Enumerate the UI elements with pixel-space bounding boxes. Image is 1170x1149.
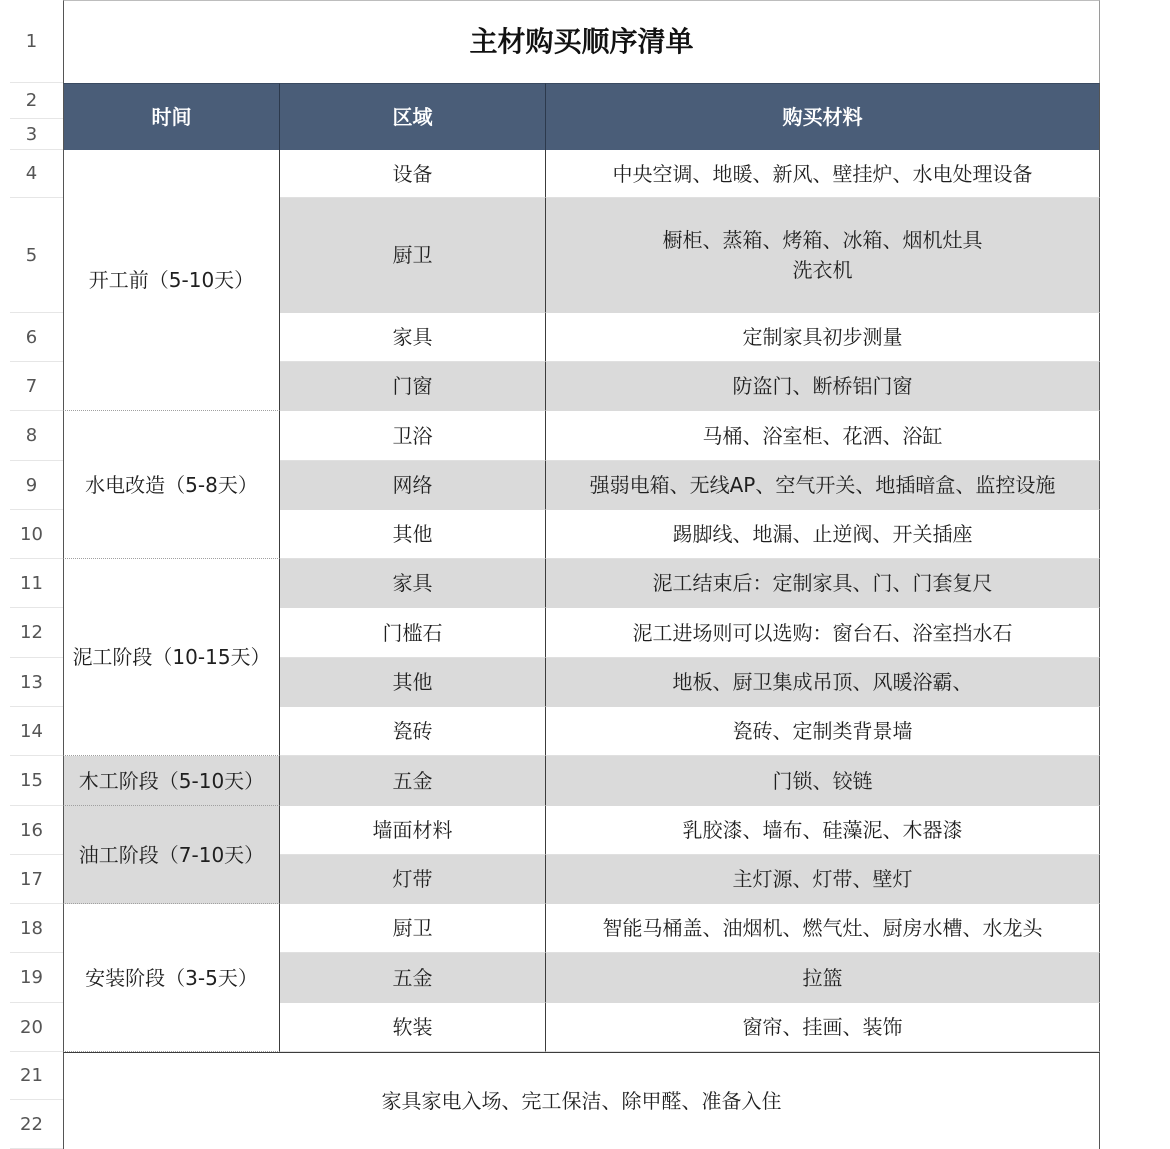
row-number[interactable]: 8 [0, 411, 63, 461]
zone-cell[interactable]: 网络 [280, 461, 546, 510]
row-number[interactable]: 21 [0, 1052, 63, 1100]
phase-cell[interactable]: 木工阶段（5-10天） [63, 756, 280, 806]
row-number[interactable]: 16 [0, 806, 63, 855]
materials-cell[interactable]: 乳胶漆、墙布、硅藻泥、木器漆 [546, 806, 1100, 855]
row-number[interactable]: 7 [0, 362, 63, 411]
materials-cell[interactable]: 泥工结束后：定制家具、门、门套复尺 [546, 559, 1100, 608]
materials-cell[interactable]: 防盗门、断桥铝门窗 [546, 362, 1100, 411]
phase-cell[interactable]: 油工阶段（7-10天） [63, 806, 280, 904]
zone-cell[interactable]: 五金 [280, 953, 546, 1003]
header-time[interactable]: 时间 [63, 83, 280, 150]
zone-cell[interactable]: 卫浴 [280, 411, 546, 461]
materials-cell[interactable]: 泥工进场则可以选购：窗台石、浴室挡水石 [546, 608, 1100, 658]
phase-cell[interactable]: 泥工阶段（10-15天） [63, 559, 280, 756]
row-number[interactable]: 18 [0, 904, 63, 953]
zone-cell[interactable]: 门窗 [280, 362, 546, 411]
row-number[interactable]: 15 [0, 756, 63, 806]
zone-cell[interactable]: 厨卫 [280, 904, 546, 953]
materials-cell[interactable]: 门锁、铰链 [546, 756, 1100, 806]
row-number[interactable]: 6 [0, 313, 63, 362]
row-number[interactable]: 5 [0, 198, 63, 313]
phase-cell[interactable]: 水电改造（5-8天） [63, 411, 280, 559]
row-number[interactable]: 14 [0, 707, 63, 756]
row-number[interactable]: 13 [0, 658, 63, 707]
phase-cell[interactable]: 安装阶段（3-5天） [63, 904, 280, 1052]
zone-cell[interactable]: 五金 [280, 756, 546, 806]
row-number[interactable]: 17 [0, 855, 63, 904]
row-number[interactable]: 20 [0, 1003, 63, 1052]
zone-cell[interactable]: 其他 [280, 510, 546, 559]
zone-cell[interactable]: 家具 [280, 313, 546, 362]
zone-cell[interactable]: 其他 [280, 658, 546, 707]
row-number[interactable]: 11 [0, 559, 63, 608]
row-number[interactable]: 3 [0, 119, 63, 150]
zone-cell[interactable]: 厨卫 [280, 198, 546, 313]
materials-cell[interactable]: 马桶、浴室柜、花洒、浴缸 [546, 411, 1100, 461]
zone-cell[interactable]: 设备 [280, 150, 546, 198]
phase-cell[interactable]: 开工前（5-10天） [63, 150, 280, 411]
row-number[interactable]: 12 [0, 608, 63, 658]
materials-cell[interactable]: 瓷砖、定制类背景墙 [546, 707, 1100, 756]
materials-cell[interactable]: 中央空调、地暖、新风、壁挂炉、水电处理设备 [546, 150, 1100, 198]
sheet-title[interactable]: 主材购买顺序清单 [63, 0, 1100, 83]
row-number[interactable]: 9 [0, 461, 63, 510]
materials-cell[interactable]: 拉篮 [546, 953, 1100, 1003]
row-number[interactable]: 19 [0, 953, 63, 1003]
zone-cell[interactable]: 瓷砖 [280, 707, 546, 756]
zone-cell[interactable]: 门槛石 [280, 608, 546, 658]
row-number[interactable]: 1 [0, 0, 63, 83]
zone-cell[interactable]: 家具 [280, 559, 546, 608]
materials-cell[interactable]: 主灯源、灯带、壁灯 [546, 855, 1100, 904]
materials-cell[interactable]: 智能马桶盖、油烟机、燃气灶、厨房水槽、水龙头 [546, 904, 1100, 953]
footer-cell[interactable]: 家具家电入场、完工保洁、除甲醛、准备入住 [63, 1052, 1100, 1149]
materials-cell[interactable]: 地板、厨卫集成吊顶、风暖浴霸、 [546, 658, 1100, 707]
materials-cell[interactable]: 窗帘、挂画、装饰 [546, 1003, 1100, 1052]
row-number[interactable]: 22 [0, 1100, 63, 1149]
header-materials[interactable]: 购买材料 [546, 83, 1100, 150]
materials-cell[interactable]: 定制家具初步测量 [546, 313, 1100, 362]
header-zone[interactable]: 区域 [280, 83, 546, 150]
row-number[interactable]: 4 [0, 150, 63, 198]
materials-cell[interactable]: 踢脚线、地漏、止逆阀、开关插座 [546, 510, 1100, 559]
row-number[interactable]: 10 [0, 510, 63, 559]
materials-cell[interactable]: 强弱电箱、无线AP、空气开关、地插暗盒、监控设施 [546, 461, 1100, 510]
materials-cell[interactable]: 橱柜、蒸箱、烤箱、冰箱、烟机灶具 洗衣机 [546, 198, 1100, 313]
zone-cell[interactable]: 灯带 [280, 855, 546, 904]
zone-cell[interactable]: 墙面材料 [280, 806, 546, 855]
zone-cell[interactable]: 软装 [280, 1003, 546, 1052]
row-number[interactable]: 2 [0, 83, 63, 119]
